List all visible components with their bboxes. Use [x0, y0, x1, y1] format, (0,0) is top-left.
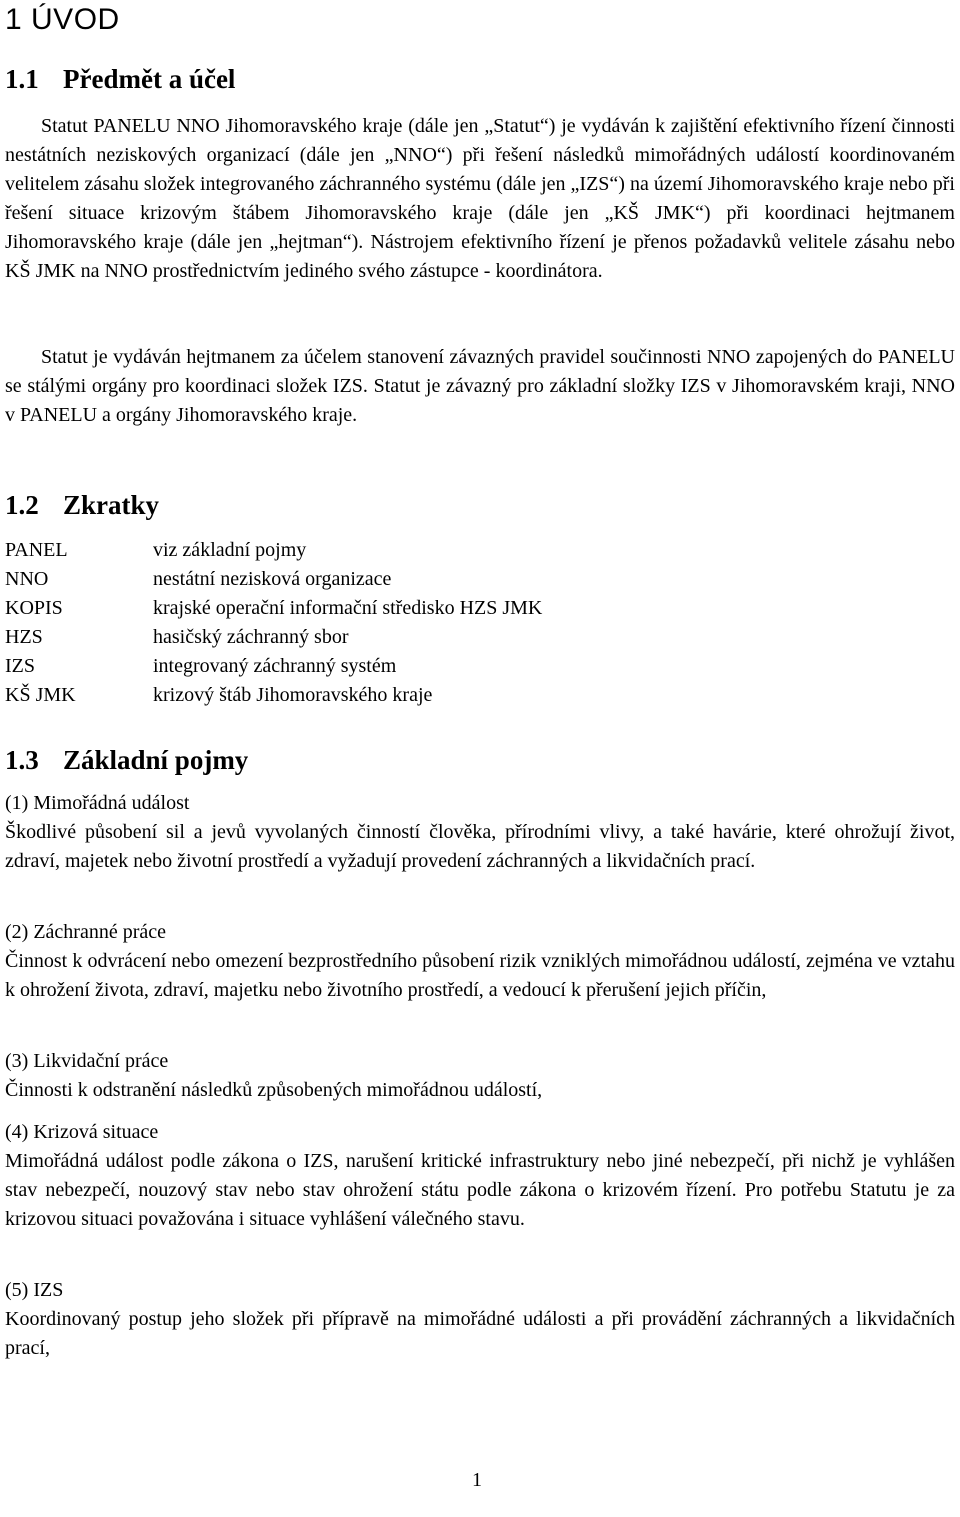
paragraph-binding: Statut je vydáván hejtmanem za účelem stanovení závazných pravidel součinnosti NNO zapojených do PANELU se stálými orgány pro koordinaci složek IZS. Statut je závazný pro základní složky IZS v Jihomoravském kraji, NNO v PANELU a orgány Jihomoravského kraje.	[5, 346, 955, 426]
abbreviation-row: KŠ JMK krizový štáb Jihomoravského kraje	[5, 684, 433, 706]
term-title: (5) IZS	[5, 1279, 64, 1301]
term-title: (3) Likvidační práce	[5, 1050, 169, 1072]
abbreviation-row: HZS hasičský záchranný sbor	[5, 626, 349, 648]
abbreviation-row: NNO nestátní nezisková organizace	[5, 568, 392, 590]
abbreviation-row: KOPIS krajské operační informační středisko HZS JMK	[5, 597, 543, 619]
term-definition: Činnosti k odstranění následků způsobených mimořádnou událostí,	[5, 1079, 543, 1101]
term-title: (2) Záchranné práce	[5, 921, 166, 943]
section-title: Základní pojmy	[63, 745, 249, 775]
section-number: 1.2	[5, 490, 39, 520]
section-number: 1.1	[5, 64, 39, 94]
abbreviation-list	[5, 536, 705, 710]
term-5	[5, 1276, 955, 1363]
term-1	[5, 789, 955, 876]
chapter-title: 1 ÚVOD	[5, 3, 120, 36]
term-3	[5, 1047, 955, 1105]
term-4	[5, 1118, 955, 1234]
abbreviation-row: IZS integrovaný záchranný systém	[5, 655, 397, 677]
section-number: 1.3	[5, 745, 39, 775]
section-heading-1-1	[5, 62, 235, 96]
paragraph-purpose: Statut PANELU NNO Jihomoravského kraje (dále jen „Statut“) je vydáván k zajištění efektivního řízení činnosti nestátních neziskových organizací (dále jen „NNO“) při řešení následků mimořádných událostí koordinovaném velitelem zásahu složek integrovaného záchranného systému (dále jen „IZS“) na území Jihomoravského kraje nebo při řešení situace krizovým štábem Jihomoravského kraje (dále jen „KŠ JMK“) při koordinaci hejtmanem Jihomoravského kraje (dále jen „hejtman“). Nástrojem efektivního řízení je přenos požadavků velitele zásahu nebo KŠ JMK na NNO prostřednictvím jediného svého zástupce - koordinátora.	[5, 115, 955, 282]
abbreviation-row: PANEL viz základní pojmy	[5, 539, 307, 561]
page-number: 1	[472, 1469, 482, 1491]
section-title: Předmět a účel	[63, 64, 236, 94]
term-2	[5, 918, 955, 1005]
section-heading-1-2	[5, 488, 159, 522]
term-definition: Mimořádná událost podle zákona o IZS, narušení kritické infrastruktury nebo jiné nebezpečí, při nichž je vyhlášen stav nebezpečí, nouzový stav nebo stav ohrožení státu podle zákona o krizovém řízení. Pro potřebu Statutu je za krizovou situaci považována i situace vyhlášení válečného stavu.	[5, 1150, 955, 1230]
term-definition: Koordinovaný postup jeho složek při přípravě na mimořádné události a při provádění záchranných a likvidačních prací,	[5, 1308, 955, 1359]
section-title: Zkratky	[63, 490, 160, 520]
section-heading-1-3	[5, 743, 248, 777]
term-title: (4) Krizová situace	[5, 1121, 159, 1143]
term-definition: Činnost k odvrácení nebo omezení bezprostředního působení rizik vzniklých mimořádnou událostí, zejména ve vztahu k ohrožení života, zdraví, majetku nebo životního prostředí, a vedoucí k přerušení jejich příčin,	[5, 950, 955, 1001]
term-definition: Škodlivé působení sil a jevů vyvolaných činností člověka, přírodními vlivy, a také havárie, které ohrožují život, zdraví, majetek nebo životní prostředí a vyžadují provedení záchranných a likvidačních prací.	[5, 821, 955, 872]
term-title: (1) Mimořádná událost	[5, 792, 190, 814]
